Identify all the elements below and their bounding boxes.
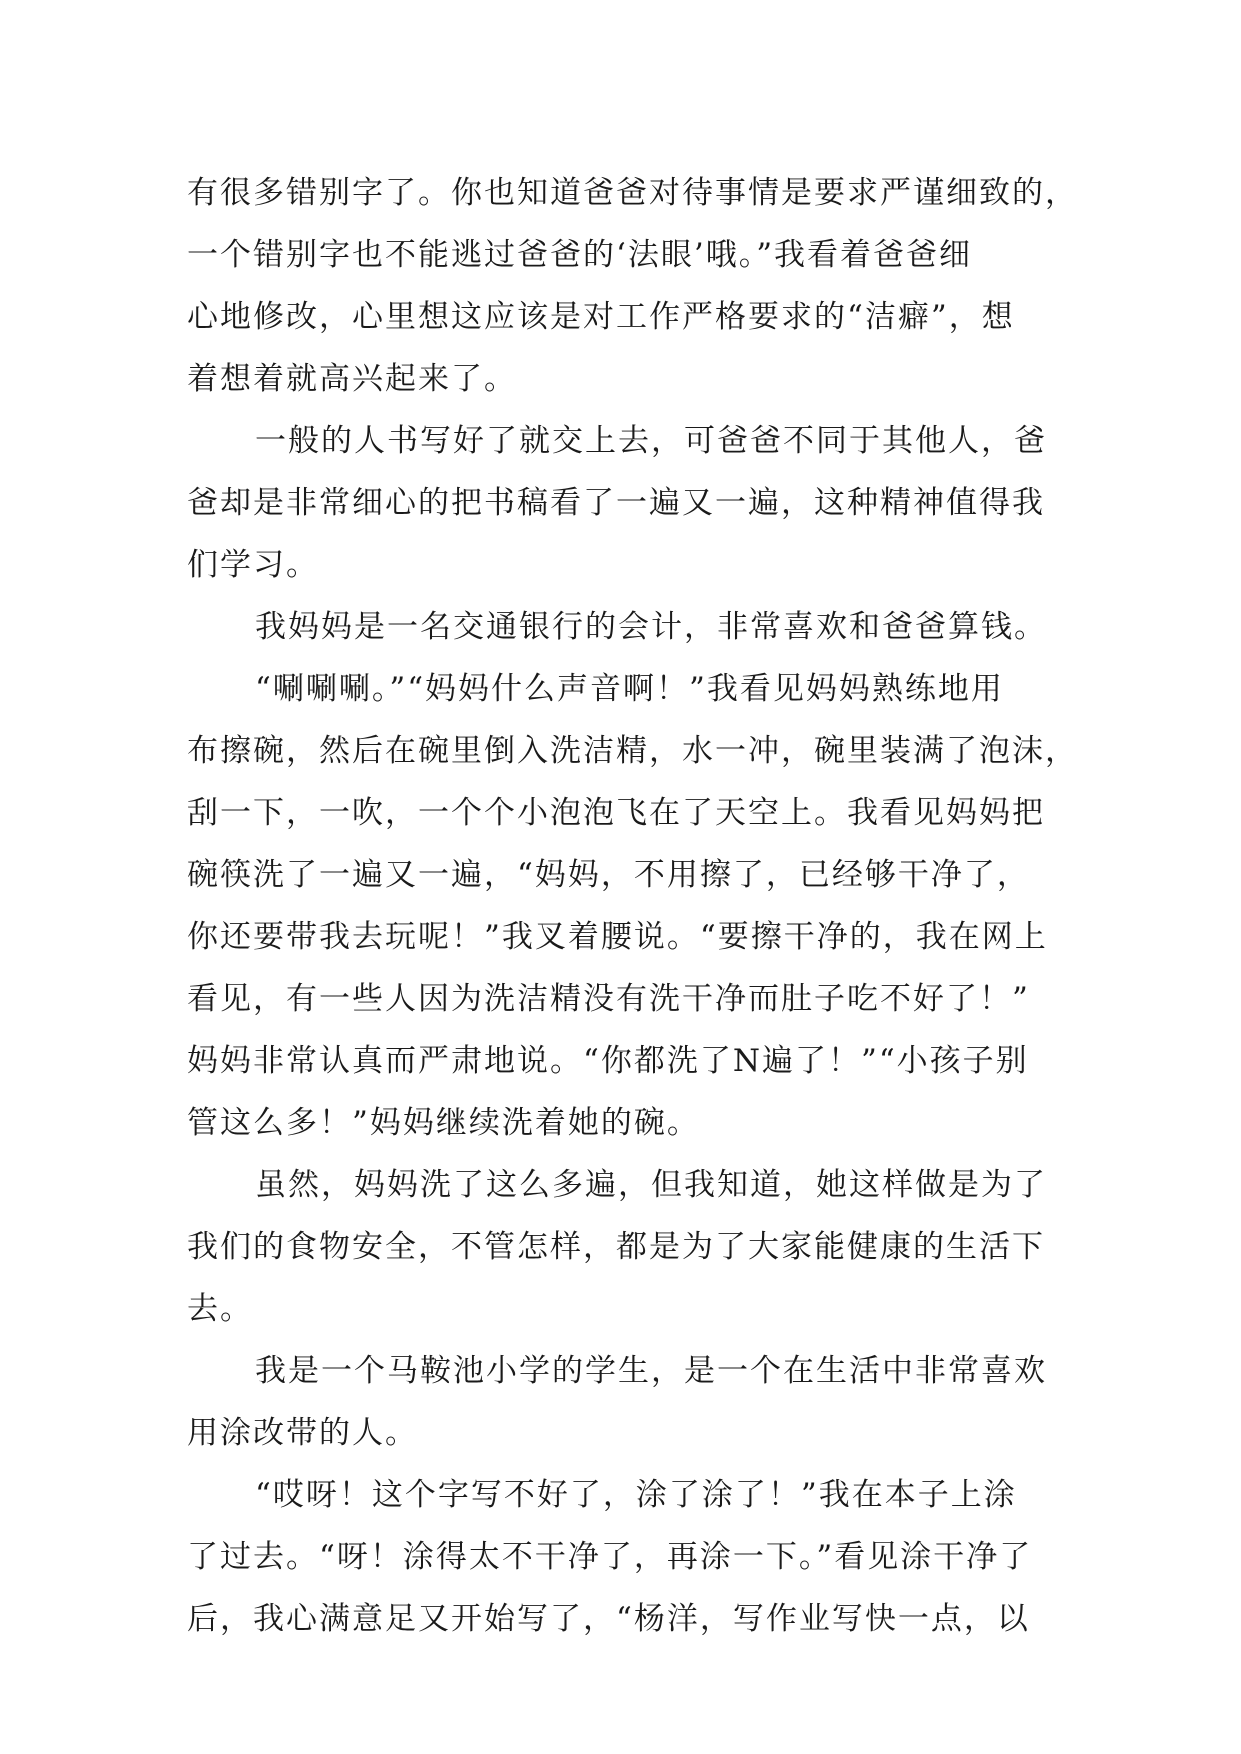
document-body <box>187 162 1087 1650</box>
text-line: 看见，有一些人因为洗洁精没有洗干净而肚子吃不好了！” <box>187 981 1030 1017</box>
text-line: 刮一下，一吹，一个个小泡泡飞在了天空上。我看见妈妈把 <box>187 795 1045 831</box>
text-line: 妈妈非常认真而严肃地说。“你都洗了N遍了！”“小孩子别 <box>187 1043 1029 1079</box>
text-line: 我们的食物安全，不管怎样，都是为了大家能健康的生活下 <box>187 1229 1045 1265</box>
text-line: 们学习。 <box>187 547 319 583</box>
text-line: 后，我心满意足又开始写了，“杨洋，写作业写快一点，以 <box>187 1601 1030 1637</box>
text-line: 我妈妈是一名交通银行的会计，非常喜欢和爸爸算钱。 <box>255 609 1047 645</box>
text-line: 爸却是非常细心的把书稿看了一遍又一遍，这种精神值得我 <box>187 485 1045 521</box>
text-line: 你还要带我去玩呢！”我叉着腰说。“要擦干净的，我在网上 <box>187 919 1048 955</box>
text-line: 一般的人书写好了就交上去，可爸爸不同于其他人，爸 <box>255 423 1047 459</box>
text-line: 虽然，妈妈洗了这么多遍，但我知道，她这样做是为了 <box>255 1167 1047 1203</box>
text-line: 我是一个马鞍池小学的学生，是一个在生活中非常喜欢 <box>255 1353 1047 1389</box>
text-line: 布擦碗，然后在碗里倒入洗洁精，水一冲，碗里装满了泡沫， <box>187 733 1078 769</box>
text-line: 有很多错别字了。你也知道爸爸对待事情是要求严谨细致的， <box>187 175 1078 211</box>
text-line: 碗筷洗了一遍又一遍，“妈妈，不用擦了，已经够干净了， <box>187 857 1030 893</box>
text-line: 心地修改，心里想这应该是对工作严格要求的“洁癖”，想 <box>187 299 1015 335</box>
text-line: 一个错别字也不能逃过爸爸的‘法眼’哦。”我看着爸爸细 <box>187 237 973 273</box>
text-line: 去。 <box>187 1291 253 1327</box>
text-line: 了过去。“呀！涂得太不干净了，再涂一下。”看见涂干净了 <box>187 1539 1033 1575</box>
text-line: 管这么多！”妈妈继续洗着她的碗。 <box>187 1105 700 1141</box>
text-line: 着想着就高兴起来了。 <box>187 361 517 397</box>
text-line: “唰唰唰。”“妈妈什么声音啊！”我看见妈妈熟练地用 <box>255 671 1004 707</box>
text-line: “哎呀！这个字写不好了，涂了涂了！”我在本子上涂 <box>255 1477 1017 1513</box>
text-line: 用涂改带的人。 <box>187 1415 418 1451</box>
